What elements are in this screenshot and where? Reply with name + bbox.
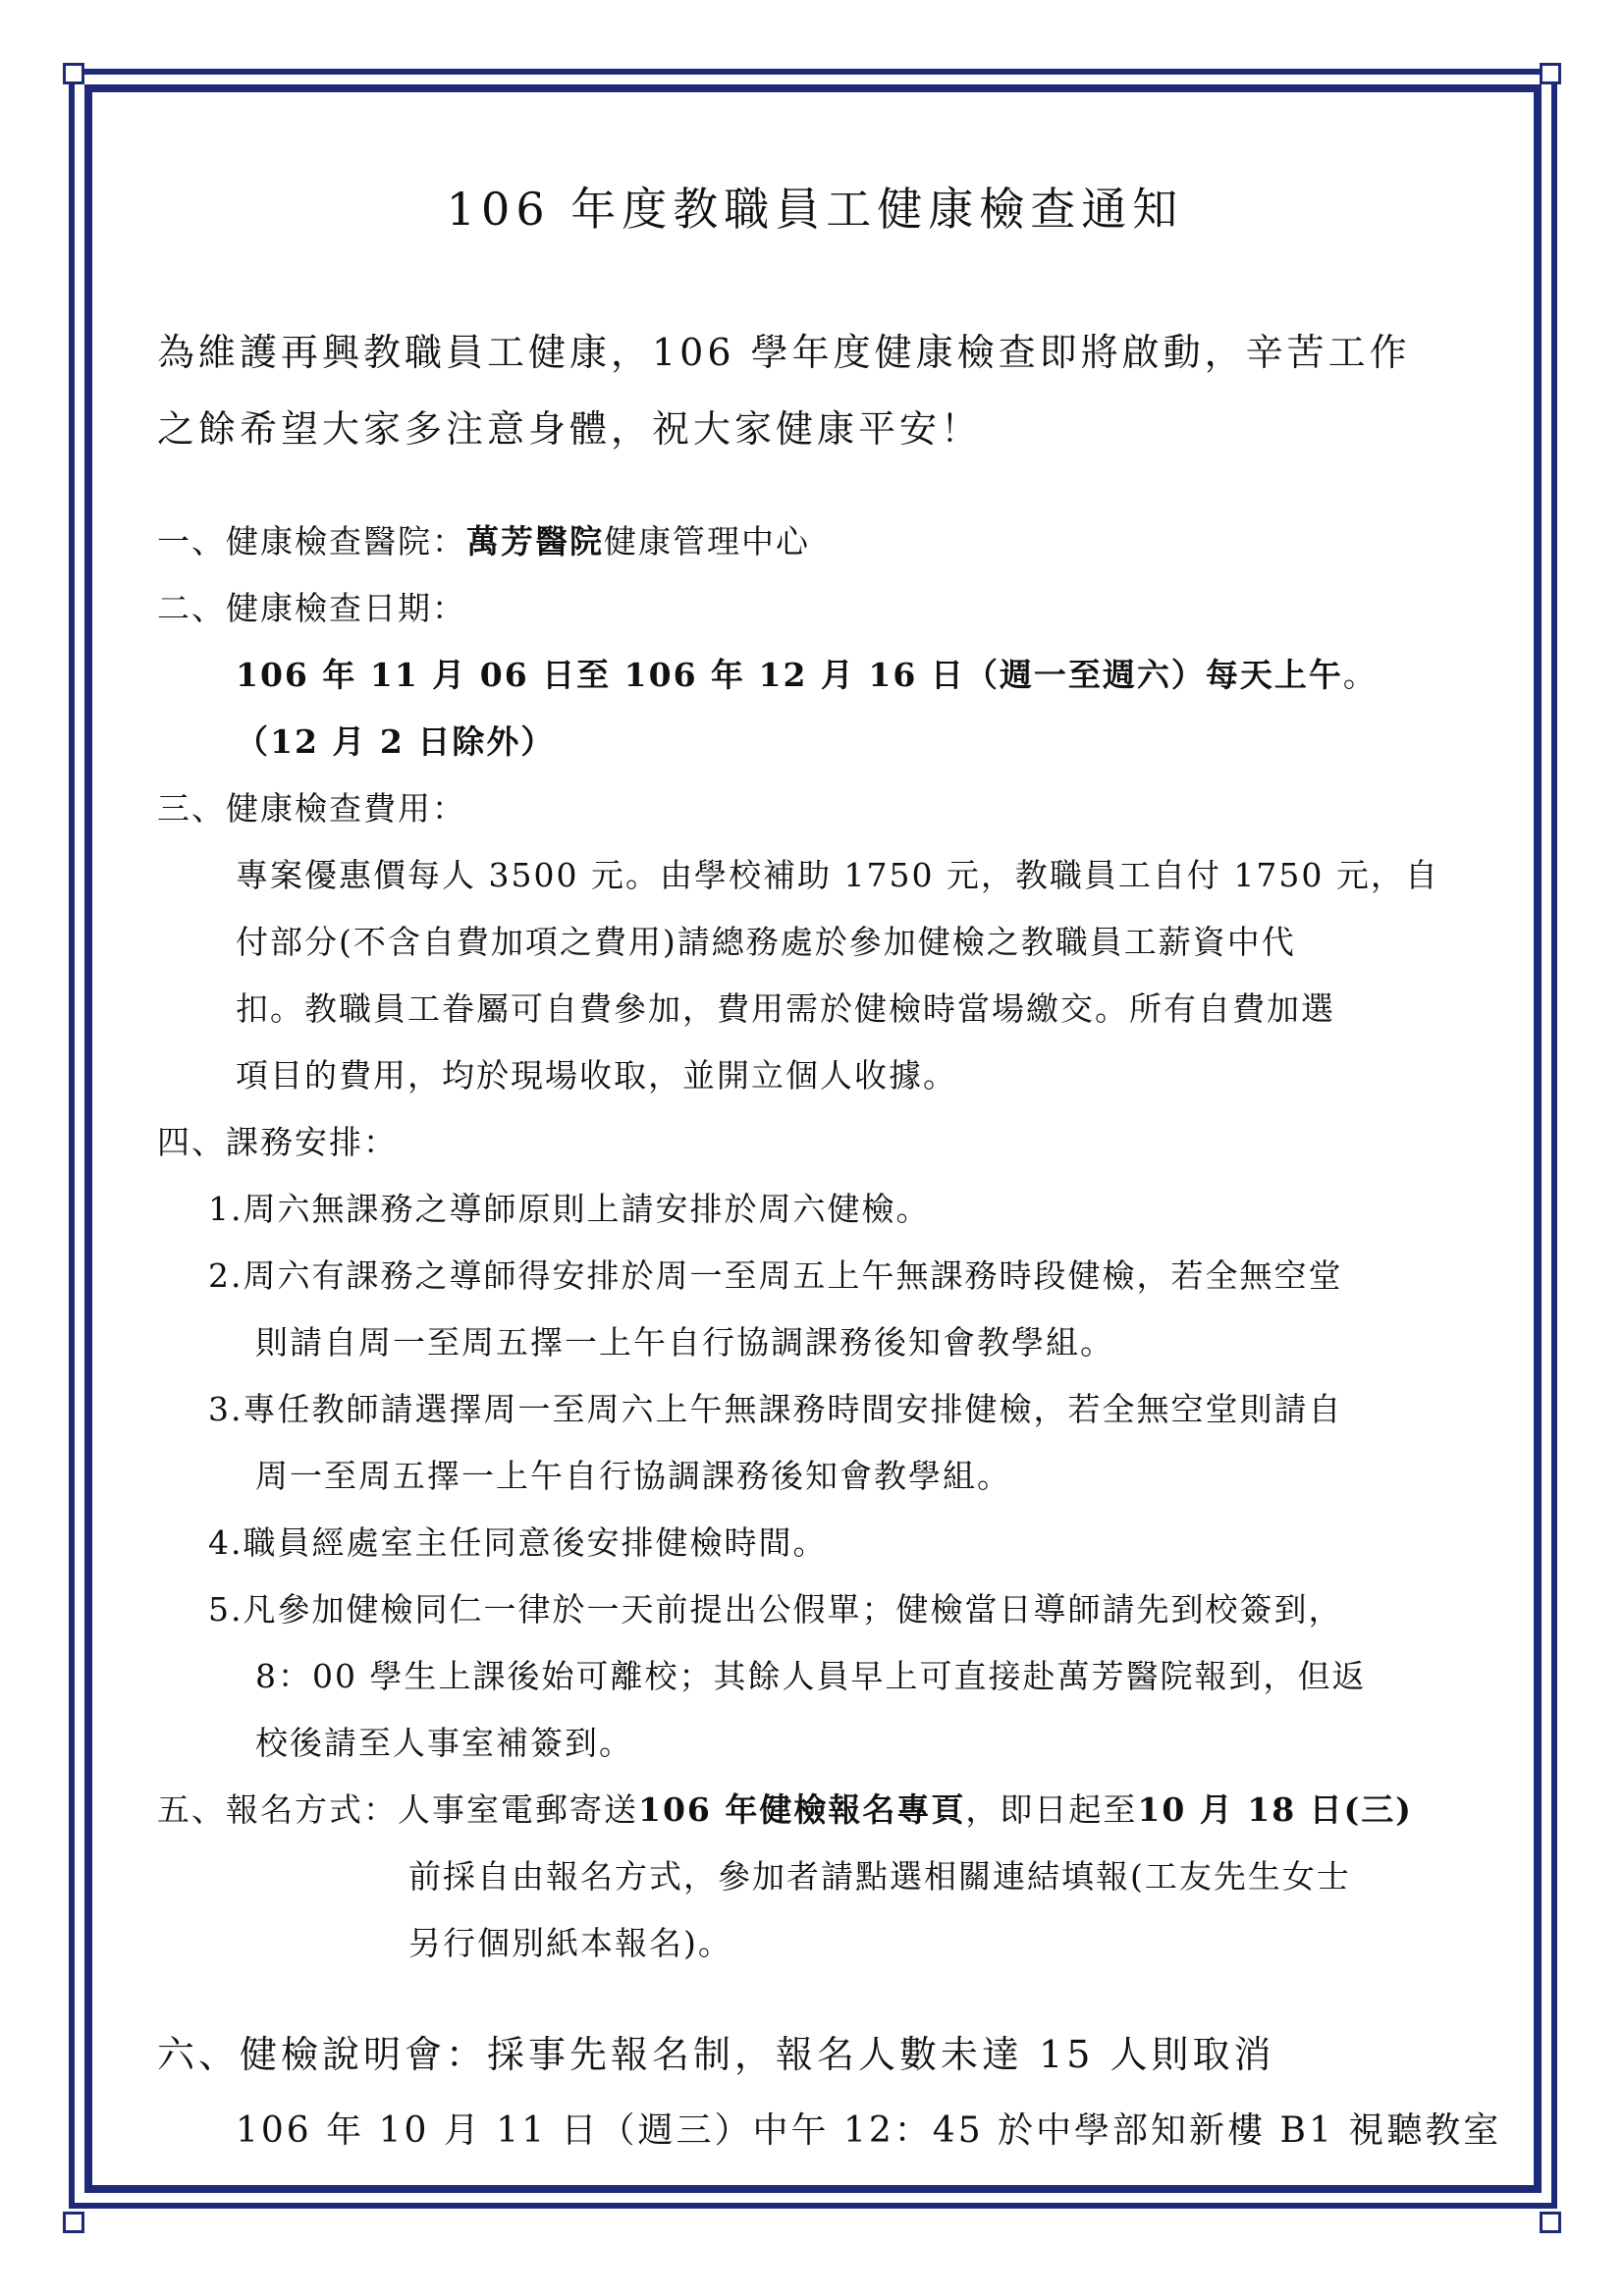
border-corner-ornament <box>1540 2212 1561 2233</box>
border-corner-ornament <box>63 63 84 84</box>
schedule-item-continued: 8：00 學生上課後始可離校；其餘人員早上可直接赴萬芳醫院報到，但返 <box>255 1657 1367 1695</box>
intro-paragraph <box>157 314 1473 467</box>
exam-date-range-end: 。 <box>1342 656 1378 694</box>
schedule-item-continued: 周一至周五擇一上午自行協調課務後知會教學組。 <box>255 1457 1011 1495</box>
section-registration <box>157 1777 1473 1977</box>
intro-line: 為維護再興教職員工健康，106 學年度健康檢查即將啟動，辛苦工作 <box>157 331 1411 374</box>
exam-date-range-text: 106 年 11 月 06 日至 106 年 12 月 16 日（週一至週六）每天上午 <box>236 656 1343 694</box>
fee-line: 付部分(不含自費加項之費用)請總務處於參加健檢之教職員工薪資中代 <box>236 923 1296 961</box>
schedule-item: 2.周六有課務之導師得安排於周一至周五上午無課務時段健檢，若全無空堂 <box>208 1256 1343 1295</box>
section-schedule-heading: 四、課務安排： <box>157 1123 398 1161</box>
registration-deadline: 10 月 18 日(三) <box>1137 1790 1413 1829</box>
section-date-heading: 二、健康檢查日期： <box>157 589 466 627</box>
schedule-item: 3.專任教師請選擇周一至周六上午無課務時間安排健檢，若全無空堂則請自 <box>208 1390 1343 1428</box>
section-fee-heading: 三、健康檢查費用： <box>157 789 466 828</box>
hospital-label: 一、健康檢查醫院： <box>157 522 466 561</box>
schedule-item: 5.凡參加健檢同仁一律於一天前提出公假單；健檢當日導師請先到校簽到， <box>208 1590 1343 1629</box>
schedule-item: 1.周六無課務之導師原則上請安排於周六健檢。 <box>208 1190 931 1228</box>
intro-line: 之餘希望大家多注意身體，祝大家健康平安！ <box>157 407 983 451</box>
section-briefing <box>157 2016 1502 2169</box>
registration-prefix: 五、報名方式：人事室電郵寄送 <box>157 1790 638 1829</box>
notice-body <box>157 157 1502 2169</box>
registration-line <box>157 1777 1473 1843</box>
section-date <box>157 575 1473 775</box>
hospital-name: 萬芳醫院 <box>466 522 604 561</box>
schedule-item: 4.職員經處室主任同意後安排健檢時間。 <box>208 1523 828 1562</box>
section-schedule <box>157 1109 1473 1777</box>
fee-line: 專案優惠價每人 3500 元。由學校補助 1750 元，教職員工自付 1750 元，自 <box>236 856 1439 894</box>
schedule-item-continued: 校後請至人事室補簽到。 <box>255 1724 633 1762</box>
section-fee <box>157 775 1473 1109</box>
hospital-department: 健康管理中心 <box>604 522 810 561</box>
exam-date-range <box>157 642 1473 709</box>
registration-line: 另行個別紙本報名)。 <box>408 1924 732 1962</box>
border-corner-ornament <box>1540 63 1561 84</box>
briefing-time-location: 106 年 10 月 11 日（週三）中午 12：45 於中學部知新樓 B1 視聽教室 <box>236 2110 1502 2151</box>
section-hospital <box>157 508 1473 575</box>
registration-mid: ，即日起至 <box>965 1790 1138 1829</box>
registration-line: 前採自由報名方式，參加者請點選相關連結填報(工友先生女士 <box>408 1857 1351 1896</box>
registration-page-name: 106 年健檢報名專頁 <box>638 1790 966 1829</box>
fee-line: 項目的費用，均於現場收取，並開立個人收據。 <box>236 1056 957 1095</box>
schedule-item-continued: 則請自周一至周五擇一上午自行協調課務後知會教學組。 <box>255 1323 1114 1362</box>
border-corner-ornament <box>63 2212 84 2233</box>
briefing-heading: 六、健檢說明會：採事先報名制，報名人數未達 15 人則取消 <box>157 2033 1275 2076</box>
section-hospital-line <box>157 508 1473 575</box>
notice-title: 106 年度教職員工健康檢查通知 <box>446 183 1184 236</box>
exam-date-exception: （12 月 2 日除外） <box>236 722 556 761</box>
fee-line: 扣。教職員工眷屬可自費參加，費用需於健檢時當場繳交。所有自費加選 <box>236 989 1335 1028</box>
